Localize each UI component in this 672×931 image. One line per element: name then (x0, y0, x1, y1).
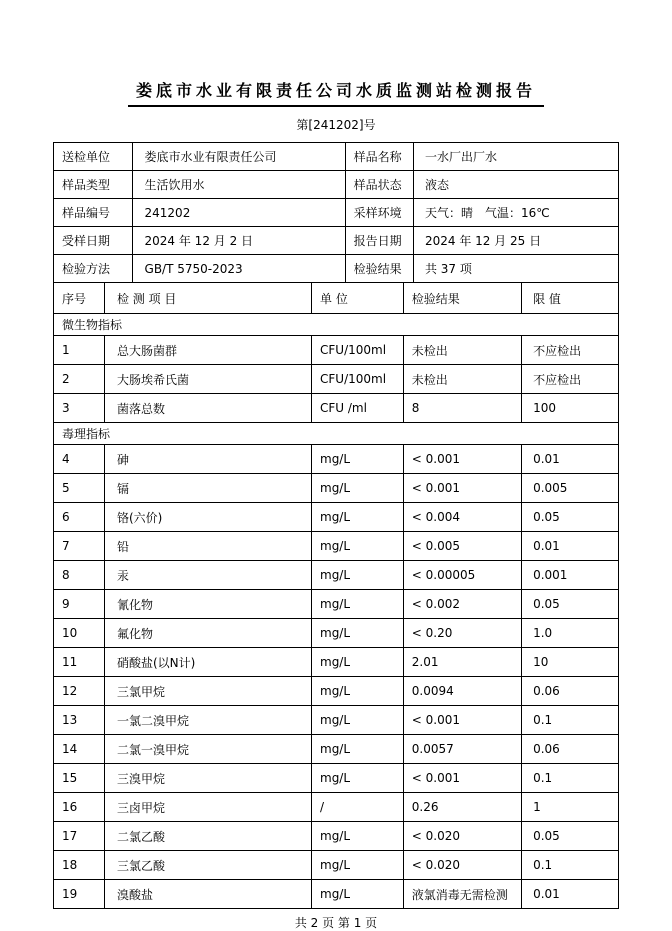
result-row (54, 365, 619, 394)
result-row (54, 619, 619, 648)
cell-unit: CFU /ml (312, 394, 404, 423)
header-unit: 单 位 (312, 283, 404, 314)
cell-unit: mg/L (312, 706, 404, 735)
cell-limit: 100 (522, 394, 619, 423)
cell-no: 2 (54, 365, 105, 394)
info-value: 生活饮用水 (132, 171, 345, 199)
cell-item: 一氯二溴甲烷 (104, 706, 311, 735)
result-row (54, 851, 619, 880)
cell-limit: 0.1 (522, 706, 619, 735)
info-label: 报告日期 (345, 227, 413, 255)
cell-result: 8 (403, 394, 521, 423)
cell-unit: mg/L (312, 880, 404, 909)
cell-no: 16 (54, 793, 105, 822)
cell-no: 6 (54, 503, 105, 532)
cell-no: 1 (54, 336, 105, 365)
cell-no: 7 (54, 532, 105, 561)
cell-limit: 0.005 (522, 474, 619, 503)
info-value: 2024 年 12 月 2 日 (132, 227, 345, 255)
cell-limit: 0.01 (522, 445, 619, 474)
cell-no: 4 (54, 445, 105, 474)
info-row (54, 143, 619, 171)
info-label: 检验方法 (54, 255, 133, 283)
info-table-body (54, 143, 619, 283)
cell-result: < 0.00005 (403, 561, 521, 590)
cell-result: < 0.001 (403, 764, 521, 793)
header-limit: 限 值 (522, 283, 619, 314)
info-value: 娄底市水业有限责任公司 (132, 143, 345, 171)
result-row (54, 561, 619, 590)
cell-no: 9 (54, 590, 105, 619)
page-title: 娄底市水业有限责任公司水质监测站检测报告 (128, 78, 544, 107)
info-value: 241202 (132, 199, 345, 227)
cell-no: 13 (54, 706, 105, 735)
cell-result: < 0.001 (403, 445, 521, 474)
cell-no: 5 (54, 474, 105, 503)
report-number: 第[241202]号 (296, 118, 376, 132)
result-row (54, 503, 619, 532)
result-row (54, 706, 619, 735)
cell-result: < 0.002 (403, 590, 521, 619)
cell-limit: 0.05 (522, 822, 619, 851)
cell-item: 菌落总数 (104, 394, 311, 423)
cell-result: < 0.001 (403, 706, 521, 735)
cell-unit: mg/L (312, 677, 404, 706)
cell-item: 硝酸盐(以N计) (104, 648, 311, 677)
cell-result: 0.26 (403, 793, 521, 822)
cell-limit: 0.05 (522, 590, 619, 619)
cell-no: 3 (54, 394, 105, 423)
cell-item: 三氯乙酸 (104, 851, 311, 880)
cell-no: 8 (54, 561, 105, 590)
cell-result: 0.0057 (403, 735, 521, 764)
result-row (54, 764, 619, 793)
info-label: 检验结果 (345, 255, 413, 283)
cell-no: 19 (54, 880, 105, 909)
info-label: 送检单位 (54, 143, 133, 171)
info-value: 一水厂出厂水 (413, 143, 618, 171)
info-label: 采样环境 (345, 199, 413, 227)
result-row (54, 445, 619, 474)
info-label: 受样日期 (54, 227, 133, 255)
cell-item: 氟化物 (104, 619, 311, 648)
cell-limit: 10 (522, 648, 619, 677)
cell-unit: mg/L (312, 851, 404, 880)
result-row (54, 822, 619, 851)
info-value: 共 37 项 (413, 255, 618, 283)
cell-result: < 0.020 (403, 851, 521, 880)
cell-item: 三溴甲烷 (104, 764, 311, 793)
cell-no: 10 (54, 619, 105, 648)
info-value: 天气：晴 气温：16℃ (413, 199, 618, 227)
result-row (54, 735, 619, 764)
cell-limit: 1 (522, 793, 619, 822)
cell-item: 总大肠菌群 (104, 336, 311, 365)
cell-limit: 0.001 (522, 561, 619, 590)
result-row (54, 532, 619, 561)
result-row (54, 336, 619, 365)
info-label: 样品名称 (345, 143, 413, 171)
info-row (54, 171, 619, 199)
cell-unit: mg/L (312, 474, 404, 503)
cell-unit: CFU/100ml (312, 336, 404, 365)
cell-result: < 0.001 (403, 474, 521, 503)
cell-limit: 0.06 (522, 677, 619, 706)
cell-result: < 0.005 (403, 532, 521, 561)
header-result: 检验结果 (403, 283, 521, 314)
cell-result: 2.01 (403, 648, 521, 677)
info-row (54, 255, 619, 283)
header-no: 序号 (54, 283, 105, 314)
cell-unit: mg/L (312, 764, 404, 793)
cell-item: 三氯甲烷 (104, 677, 311, 706)
cell-no: 18 (54, 851, 105, 880)
cell-limit: 0.1 (522, 851, 619, 880)
result-table-body (54, 283, 619, 909)
cell-unit: mg/L (312, 590, 404, 619)
cell-unit: mg/L (312, 648, 404, 677)
cell-result: 液氯消毒无需检测 (403, 880, 521, 909)
cell-unit: / (312, 793, 404, 822)
cell-item: 大肠埃希氏菌 (104, 365, 311, 394)
result-row (54, 394, 619, 423)
title-wrap (0, 0, 672, 107)
cell-unit: CFU/100ml (312, 365, 404, 394)
cell-item: 二氯一溴甲烷 (104, 735, 311, 764)
section-row (54, 314, 619, 336)
cell-result: < 0.20 (403, 619, 521, 648)
result-row (54, 793, 619, 822)
cell-limit: 0.1 (522, 764, 619, 793)
section-title: 微生物指标 (54, 314, 619, 336)
cell-limit: 1.0 (522, 619, 619, 648)
cell-item: 二氯乙酸 (104, 822, 311, 851)
result-row (54, 880, 619, 909)
result-row (54, 590, 619, 619)
cell-no: 11 (54, 648, 105, 677)
cell-no: 15 (54, 764, 105, 793)
cell-limit: 不应检出 (522, 365, 619, 394)
cell-item: 三卤甲烷 (104, 793, 311, 822)
cell-item: 氰化物 (104, 590, 311, 619)
info-label: 样品类型 (54, 171, 133, 199)
cell-limit: 0.05 (522, 503, 619, 532)
section-title: 毒理指标 (54, 423, 619, 445)
cell-no: 14 (54, 735, 105, 764)
cell-no: 12 (54, 677, 105, 706)
cell-item: 铅 (104, 532, 311, 561)
cell-item: 砷 (104, 445, 311, 474)
info-value: 2024 年 12 月 25 日 (413, 227, 618, 255)
cell-unit: mg/L (312, 503, 404, 532)
cell-no: 17 (54, 822, 105, 851)
cell-unit: mg/L (312, 619, 404, 648)
cell-limit: 0.01 (522, 532, 619, 561)
result-row (54, 648, 619, 677)
result-table (53, 282, 619, 909)
info-label: 样品状态 (345, 171, 413, 199)
cell-item: 镉 (104, 474, 311, 503)
cell-result: 0.0094 (403, 677, 521, 706)
info-row (54, 227, 619, 255)
cell-result: < 0.004 (403, 503, 521, 532)
page-footer: 共 2 页 第 1 页 (294, 916, 378, 930)
cell-unit: mg/L (312, 445, 404, 474)
cell-unit: mg/L (312, 561, 404, 590)
cell-unit: mg/L (312, 735, 404, 764)
result-row (54, 474, 619, 503)
cell-result: < 0.020 (403, 822, 521, 851)
cell-limit: 不应检出 (522, 336, 619, 365)
cell-limit: 0.01 (522, 880, 619, 909)
info-label: 样品编号 (54, 199, 133, 227)
cell-result: 未检出 (403, 365, 521, 394)
info-row (54, 199, 619, 227)
sample-info-table (53, 142, 619, 283)
cell-unit: mg/L (312, 532, 404, 561)
cell-result: 未检出 (403, 336, 521, 365)
result-header-row (54, 283, 619, 314)
cell-item: 汞 (104, 561, 311, 590)
cell-unit: mg/L (312, 822, 404, 851)
cell-limit: 0.06 (522, 735, 619, 764)
cell-item: 铬(六价) (104, 503, 311, 532)
header-item: 检 测 项 目 (104, 283, 311, 314)
info-value: GB/T 5750-2023 (132, 255, 345, 283)
cell-item: 溴酸盐 (104, 880, 311, 909)
section-row (54, 423, 619, 445)
info-value: 液态 (413, 171, 618, 199)
result-row (54, 677, 619, 706)
